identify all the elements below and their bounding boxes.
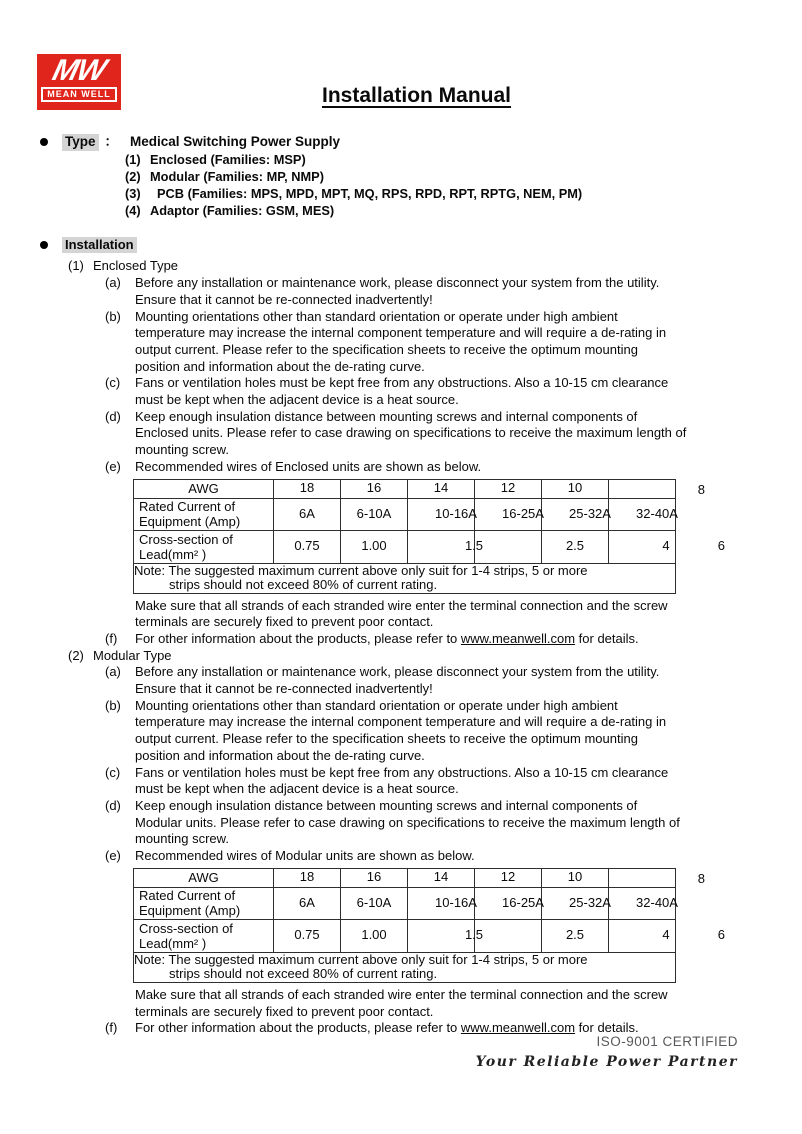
awg-col-cell: 18 [274, 479, 341, 498]
paragraph-line: For other information about the products, please refer to www.meanwell.com for details. [135, 1020, 639, 1036]
paragraph-line: position and information about the de-rating curve. [135, 358, 425, 374]
paragraph-line: must be kept when the adjacent device is a heat source. [135, 781, 459, 797]
rated-value-cell: 32-40A [609, 887, 676, 919]
type-item-text: Modular (Families: MP, NMP) [150, 168, 324, 184]
awg-col-cell [609, 868, 676, 887]
rated-current-row [134, 498, 676, 530]
paragraph-line: output current. Please refer to the specification sheets to receive the optimum mounting [135, 341, 638, 357]
item-marker: (e) [105, 458, 121, 474]
paragraph-line: mounting screw. [135, 831, 229, 847]
cross-section-row [134, 530, 676, 563]
awg-label-cell: AWG [134, 479, 274, 498]
paragraph-line: Fans or ventilation holes must be kept free from any obstructions. Also a 10-15 cm clearance [135, 375, 669, 391]
item-marker: (a) [105, 664, 121, 680]
meanwell-link[interactable]: www.meanwell.com [460, 1020, 576, 1036]
enclosed-item-d [105, 409, 802, 459]
cross-value-cell: 4 [609, 919, 676, 952]
type-heading: Medical Switching Power Supply [130, 134, 341, 149]
paragraph-line: Modular units. Please refer to case drawing on specifications to receive the maximum length of [135, 814, 680, 830]
item-marker: (a) [105, 275, 121, 291]
type-item-modular [125, 168, 802, 185]
iso-certification: ISO-9001 CERTIFIED [596, 1034, 738, 1049]
item-marker: (d) [105, 797, 121, 813]
page-title: Installation Manual [322, 84, 512, 107]
modular-item-d [105, 798, 802, 848]
type-item-text: PCB (Families: MPS, MPD, MPT, MQ, RPS, RPD, RPT, RPTG, NEM, PM) [157, 185, 583, 201]
type-label: Type [62, 134, 99, 151]
rated-value-cell: 6A [274, 498, 341, 530]
logo-wordmark: MEAN WELL [47, 89, 111, 99]
type-item-pcb [125, 185, 802, 202]
item-marker: (4) [125, 202, 141, 218]
section-marker: (2) [68, 647, 84, 663]
modular-item-c [105, 765, 802, 798]
paragraph-line: temperature may increase the internal component temperature and will require a de-rating in [135, 714, 667, 730]
awg-col-cell: 18 [274, 868, 341, 887]
table-note-row [134, 563, 676, 593]
cross-section-label: Cross-section of Lead(mm² ) [134, 530, 274, 563]
make-sure-note [135, 598, 802, 631]
item-marker: (b) [105, 308, 121, 324]
type-item-text: Adaptor (Families: GSM, MES) [150, 202, 335, 218]
awg-col-cell [609, 479, 676, 498]
table-note: Note: The suggested maximum current above only suit for 1-4 strips, 5 or more strips should not exceed 80% of current rating. [134, 952, 676, 982]
cross-section-row [134, 919, 676, 952]
awg-label-cell: AWG [134, 868, 274, 887]
meanwell-link[interactable]: www.meanwell.com [460, 630, 576, 646]
awg-col-cell: 10 [542, 868, 609, 887]
modular-item-b [105, 698, 802, 765]
wire-table-modular [133, 868, 725, 983]
awg-col-cell: 16 [341, 479, 408, 498]
cross-value-cell [475, 530, 542, 563]
paragraph-line: Mounting orientations other than standard orientation or operate under high ambient [135, 697, 618, 713]
paragraph-line: must be kept when the adjacent device is a heat source. [135, 392, 459, 408]
rated-current-label: Rated Current of Equipment (Amp) [134, 887, 274, 919]
paragraph-line: Ensure that it cannot be re-connected inadvertently! [135, 291, 433, 307]
type-colon: ： [104, 134, 119, 149]
paragraph-line: terminals are securely fixed to prevent poor contact. [135, 614, 434, 630]
installation-section-heading [40, 237, 802, 254]
awg-header-row [134, 868, 676, 887]
paragraph-line: Make sure that all strands of each stranded wire enter the terminal connection and the screw [135, 597, 668, 613]
paragraph-line: mounting screw. [135, 442, 229, 458]
modular-type-heading [68, 648, 802, 665]
page-footer [476, 1034, 738, 1070]
cross-value-cell: 2.5 [542, 530, 609, 563]
type-item-enclosed [125, 151, 802, 168]
type-item-text: Enclosed (Families: MSP) [150, 151, 306, 167]
rated-current-label: Rated Current of Equipment (Amp) [134, 498, 274, 530]
paragraph-line: temperature may increase the internal component temperature and will require a de-rating in [135, 325, 667, 341]
table-note: Note: The suggested maximum current above only suit for 1-4 strips, 5 or more strips should not exceed 80% of current rating. [134, 563, 676, 593]
item-marker: (3) [125, 185, 141, 201]
paragraph-line: Fans or ventilation holes must be kept free from any obstructions. Also a 10-15 cm clearance [135, 764, 669, 780]
logo-monogram: MW [49, 54, 109, 87]
type-section-heading [40, 134, 802, 151]
make-sure-note [135, 987, 802, 1020]
document-body [0, 134, 802, 1037]
item-marker: (d) [105, 408, 121, 424]
cross-value-cell: 4 [609, 530, 676, 563]
cross-value-cell: 1.5 [408, 919, 475, 952]
enclosed-item-b [105, 309, 802, 376]
item-marker: (f) [105, 630, 118, 646]
modular-item-a [105, 664, 802, 697]
slogan: Your Reliable Power Partner [475, 1054, 738, 1070]
cross-overflow-6: 6 [717, 537, 725, 553]
awg-header-row [134, 479, 676, 498]
enclosed-item-c [105, 375, 802, 408]
cross-value-cell: 0.75 [274, 530, 341, 563]
cross-value-cell [475, 919, 542, 952]
rated-current-row [134, 887, 676, 919]
paragraph-line: For other information about the products, please refer to www.meanwell.com for details. [135, 630, 639, 646]
item-marker: (e) [105, 848, 121, 864]
cross-value-cell: 0.75 [274, 919, 341, 952]
awg-col-cell: 16 [341, 868, 408, 887]
table-note-row [134, 952, 676, 982]
paragraph-line: Mounting orientations other than standard orientation or operate under high ambient [135, 308, 618, 324]
awg-overflow-8: 8 [697, 870, 705, 886]
rated-value-cell: 32-40A [609, 498, 676, 530]
section-title: Modular Type [93, 647, 172, 663]
modular-item-e [105, 848, 802, 865]
cross-value-cell: 2.5 [542, 919, 609, 952]
paragraph-line: Keep enough insulation distance between mounting screws and internal components of [135, 408, 638, 424]
bullet-icon [40, 241, 48, 249]
paragraph-line: Recommended wires of Enclosed units are shown as below. [135, 458, 482, 474]
bullet-icon [40, 138, 48, 146]
item-marker: (b) [105, 697, 121, 713]
rated-value-cell: 25-32A [542, 498, 609, 530]
awg-col-cell: 14 [408, 868, 475, 887]
awg-overflow-8: 8 [697, 481, 705, 497]
awg-col-cell: 12 [475, 868, 542, 887]
section-marker: (1) [68, 258, 84, 274]
rated-value-cell: 16-25A [475, 498, 542, 530]
enclosed-type-heading [68, 258, 802, 275]
awg-col-cell: 14 [408, 479, 475, 498]
item-marker: (2) [125, 168, 141, 184]
rated-value-cell: 10-16A [408, 887, 475, 919]
item-marker: (f) [105, 1020, 118, 1036]
section-title: Enclosed Type [93, 258, 179, 274]
paragraph-line: Make sure that all strands of each stranded wire enter the terminal connection and the screw [135, 986, 668, 1002]
cross-value-cell: 1.00 [341, 919, 408, 952]
type-item-adaptor [125, 202, 802, 219]
awg-col-cell: 10 [542, 479, 609, 498]
rated-value-cell: 16-25A [475, 887, 542, 919]
cross-value-cell: 1.00 [341, 530, 408, 563]
rated-value-cell: 6-10A [341, 887, 408, 919]
item-marker: (1) [125, 151, 141, 167]
paragraph-line: Enclosed units. Please refer to case drawing on specifications to receive the maximum length of [135, 425, 687, 441]
enclosed-item-e [105, 459, 802, 476]
logo-wordmark-box [41, 87, 117, 102]
enclosed-item-f [105, 631, 802, 648]
meanwell-logo [37, 54, 121, 110]
item-marker: (c) [105, 764, 121, 780]
item-marker: (c) [105, 375, 121, 391]
paragraph-line: Recommended wires of Modular units are shown as below. [135, 848, 475, 864]
paragraph-line: Before any installation or maintenance work, please disconnect your system from the utility. [135, 664, 660, 680]
enclosed-item-a [105, 275, 802, 308]
awg-col-cell: 12 [475, 479, 542, 498]
rated-value-cell: 25-32A [542, 887, 609, 919]
paragraph-line: Ensure that it cannot be re-connected inadvertently! [135, 681, 433, 697]
paragraph-line: terminals are securely fixed to prevent poor contact. [135, 1003, 434, 1019]
cross-value-cell: 1.5 [408, 530, 475, 563]
paragraph-line: position and information about the de-rating curve. [135, 747, 425, 763]
cross-section-label: Cross-section of Lead(mm² ) [134, 919, 274, 952]
installation-label: Installation [62, 237, 137, 254]
rated-value-cell: 6A [274, 887, 341, 919]
paragraph-line: Keep enough insulation distance between mounting screws and internal components of [135, 797, 638, 813]
cross-overflow-6: 6 [717, 926, 725, 942]
rated-value-cell: 10-16A [408, 498, 475, 530]
paragraph-line: output current. Please refer to the specification sheets to receive the optimum mounting [135, 731, 638, 747]
rated-value-cell: 6-10A [341, 498, 408, 530]
paragraph-line: Before any installation or maintenance work, please disconnect your system from the utility. [135, 275, 660, 291]
wire-table-enclosed [133, 479, 725, 594]
